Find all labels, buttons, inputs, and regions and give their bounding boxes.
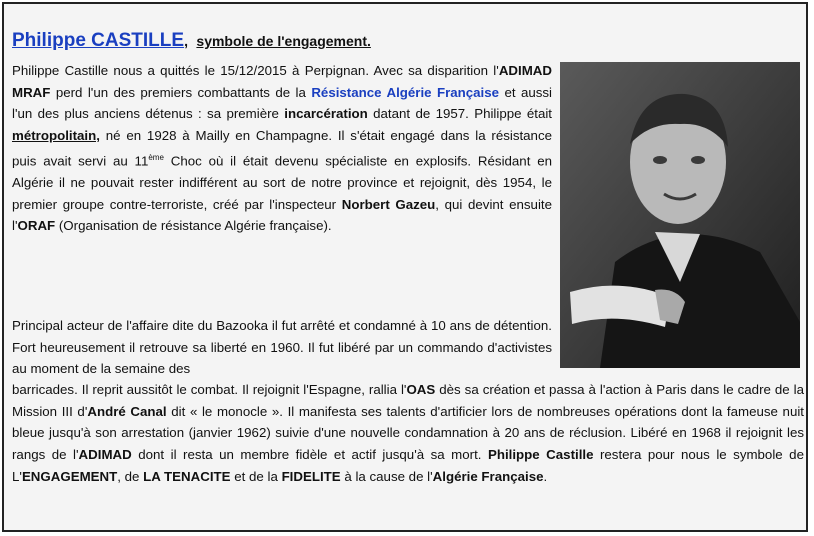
text-run: dit « le monocle ». Il manifesta ses talents d'artificier lors de nombreuses opérations dont la fameuse nuit bleue jusqu'à son arrestation (janvier 1962) suivie d'une nouvelle condamnation à 20 ans de réclusion. Libéré en 1968 il rejoignit les rangs de l' <box>12 403 804 463</box>
keyword-tenacite: LA TENACITE <box>143 468 231 484</box>
org-adimad-mraf: ADIMAD MRAF <box>12 63 552 100</box>
keyword-engagement: ENGAGEMENT <box>21 468 118 484</box>
article-frame <box>2 2 808 532</box>
text-run: restera pour nous le symbole de L' <box>12 447 804 484</box>
paragraph-oas <box>12 379 804 488</box>
org-adimad: ADIMAD <box>78 447 132 463</box>
org-oraf: ORAF <box>17 218 56 234</box>
article-heading <box>12 30 371 52</box>
keyword-metropolitain: métropolitain, <box>12 128 100 144</box>
text-run: . <box>543 468 548 484</box>
keyword-algerie-francaise: Algérie Française <box>432 468 544 484</box>
text-run: Philippe Castille nous a quittés le 15/12/2015 à Perpignan. Avec sa disparition l' <box>12 63 499 78</box>
text-run: , de <box>117 468 144 484</box>
person-norbert-gazeu: Norbert Gazeu <box>341 196 436 212</box>
text-run: , qui devint ensuite l' <box>12 196 552 234</box>
portrait-photo <box>560 62 800 368</box>
text-run: né en 1928 à Mailly en Champagne. Il s'était engagé dans la résistance puis avait servi au 11 <box>12 128 552 169</box>
text-run: Principal acteur de l'affaire dite du Bazooka il fut arrêté et condamné à 10 ans de détention. Fort heureusement il retrouve sa liberté en 1960. Il fut libéré par un commando d'activistes au moment de la semaine des <box>12 318 552 377</box>
keyword-incarceration: incarcération <box>284 106 368 122</box>
article-title-name: Philippe CASTILLE <box>12 30 185 51</box>
paragraph-bazooka <box>12 315 552 380</box>
keyword-fidelite: FIDELITE <box>281 468 341 484</box>
text-run: dès sa création et passa à l'action à Paris dans le cadre de la Mission III d' <box>12 382 804 419</box>
superscript-eme: ème <box>148 152 164 162</box>
text-run: et aussi l'un des plus anciens détenus : sa première <box>12 84 552 122</box>
org-resistance-algerie-francaise: Résistance Algérie Française <box>311 84 500 100</box>
text-run: datant de 1957. Philippe était <box>367 106 553 122</box>
portrait-illustration <box>560 62 800 368</box>
text-run: dont il resta un membre fidèle et actif jusqu'à sa mort. <box>131 447 488 463</box>
article-subtitle: symbole de l'engagement. <box>196 33 371 49</box>
text-run: et de la <box>230 468 282 484</box>
text-run: Choc où il était devenu spécialiste en explosifs. Résidant en Algérie il ne pouvait rester indifférent au sort de notre province et rejoignit, dès 1954, le premier groupe contre-terroriste, créé par l'inspecteur <box>12 153 552 212</box>
text-run: à la cause de l' <box>340 468 433 484</box>
text-run: perd l'un des premiers combattants de la <box>50 84 312 100</box>
title-comma: , <box>184 33 188 49</box>
text-run: (Organisation de résistance Algérie française). <box>55 218 332 234</box>
text-run: barricades. Il reprit aussitôt le combat. Il rejoignit l'Espagne, rallia l' <box>12 382 407 397</box>
person-andre-canal: André Canal <box>87 403 167 419</box>
paragraph-intro <box>12 60 552 237</box>
org-oas: OAS <box>406 382 436 397</box>
person-philippe-castille: Philippe Castille <box>487 447 594 463</box>
